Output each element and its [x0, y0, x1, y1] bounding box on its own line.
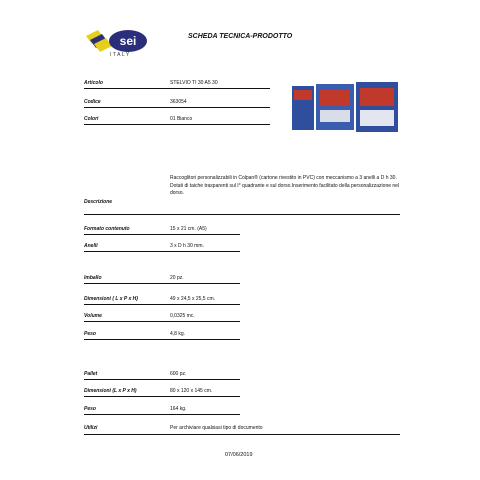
value-descrizione: Raccoglitori personalizzabili in Colpan® (cartone rivestito in PVC) con meccanismo a 3 anelli a D h 30. Dotati di taiche trasparenti sul I° quadrante e sul dorso.Inserimento facilitato della personalizzazione nel dorso.	[170, 175, 400, 196]
label-formato: Formato contenuto	[84, 226, 130, 232]
value-peso-imballo: 4,8 kg.	[170, 331, 186, 337]
divider	[84, 414, 240, 415]
value-codice: 363054	[170, 99, 187, 105]
label-peso-pallet: Peso	[84, 406, 96, 412]
divider	[84, 321, 240, 322]
label-dimensioni-pallet: Dimensioni (L x P x H)	[84, 388, 137, 394]
value-dimensioni-pallet: 80 x 120 x 145 cm.	[170, 388, 213, 394]
value-pallet: 600 pz.	[170, 371, 187, 377]
footer-date: 07/06/2019	[225, 452, 253, 458]
label-articolo: Articolo	[84, 80, 103, 86]
divider	[84, 251, 240, 252]
sei-logo	[84, 26, 148, 66]
logo-text: sei	[119, 34, 137, 48]
label-utilizi: Utilizi	[84, 425, 98, 431]
divider	[84, 283, 240, 284]
value-dimensioni-imballo: 49 x 24,5 x 25,5 cm.	[170, 296, 216, 302]
divider	[84, 234, 240, 235]
value-utilizi: Per archiviare qualsiasi tipo di documento	[170, 425, 263, 431]
value-imballo: 20 pz.	[170, 275, 184, 281]
label-colori: Colori	[84, 116, 99, 122]
value-volume: 0,0325 mc.	[170, 313, 195, 319]
value-formato: 15 x 21 cm. (A5)	[170, 226, 207, 232]
divider	[84, 339, 240, 340]
value-peso-pallet: 164 kg.	[170, 406, 187, 412]
label-peso-imballo: Peso	[84, 331, 96, 337]
label-pallet: Pallet	[84, 371, 98, 377]
document-title: SCHEDA TECNICA-PRODOTTO	[188, 33, 293, 40]
value-anelli: 3 x D h 30 mm.	[170, 243, 204, 249]
divider	[84, 124, 270, 125]
divider	[84, 304, 240, 305]
label-dimensioni-imballo: Dimensioni ( L x P x H)	[84, 296, 138, 302]
divider	[84, 107, 270, 108]
label-anelli: Anelli	[84, 243, 98, 249]
label-codice: Codice	[84, 99, 101, 105]
divider	[84, 88, 270, 89]
label-descrizione: Descrizione	[84, 199, 113, 205]
value-articolo: STELVIO TI 30 A5 30	[170, 80, 218, 86]
logo-subtitle: ITALY	[110, 52, 131, 58]
product-image	[290, 82, 400, 134]
divider	[84, 214, 400, 215]
value-colori: 01 Bianco	[170, 116, 193, 122]
divider	[84, 396, 240, 397]
divider	[84, 379, 240, 380]
label-imballo: Imballo	[84, 275, 102, 281]
divider	[84, 434, 400, 435]
label-volume: Volume	[84, 313, 102, 319]
